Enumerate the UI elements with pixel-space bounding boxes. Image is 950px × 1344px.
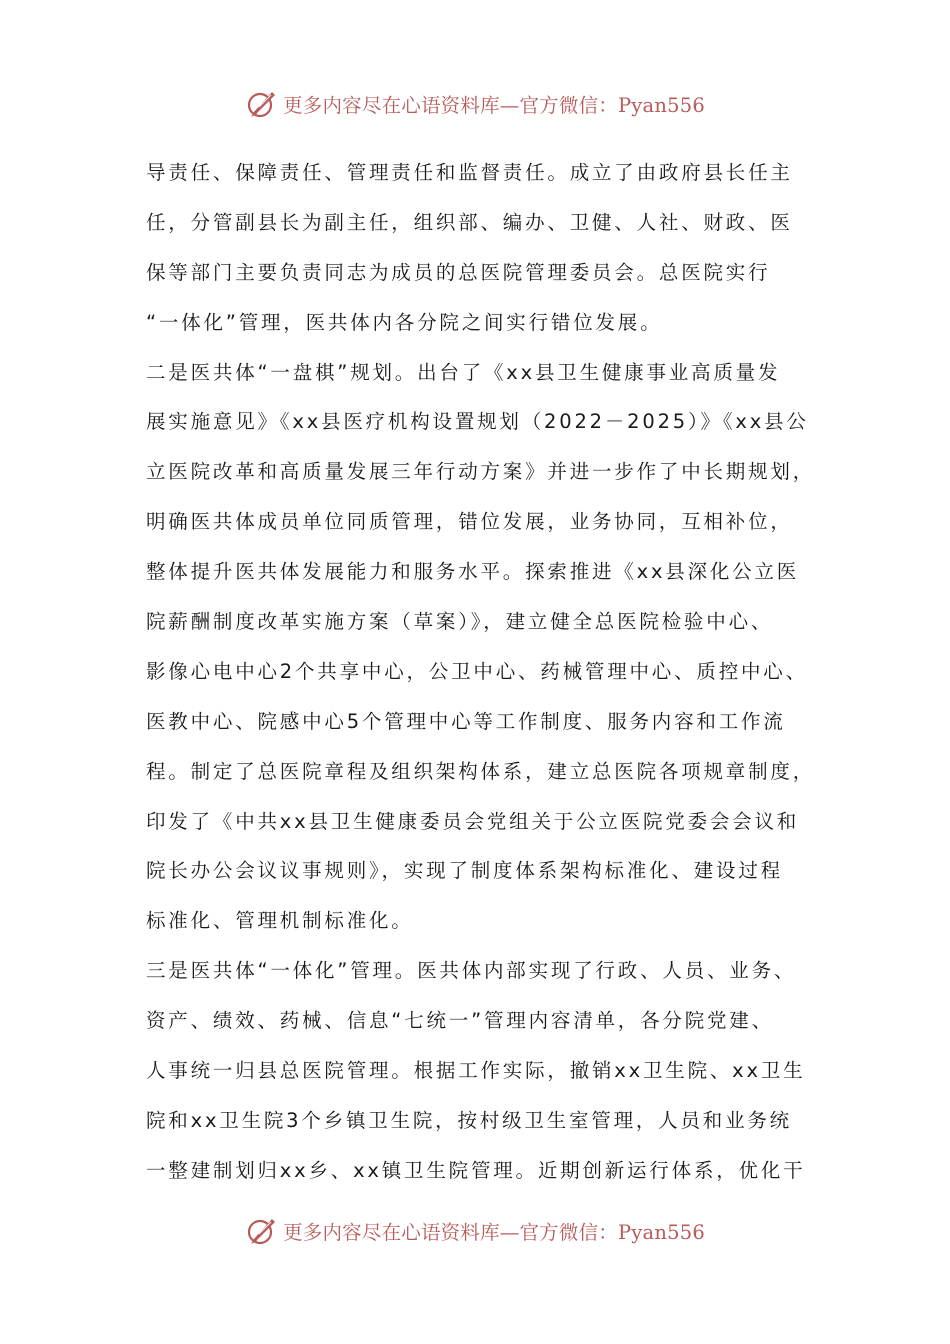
text-line: 立医院改革和高质量发展三年行动方案》并进一步作了中长期规划， — [146, 460, 816, 484]
text-line: 院和xx卫生院3个乡镇卫生院，按村级卫生室管理，人员和业务统 — [146, 1108, 792, 1132]
text-line: 标准化、管理机制标准化。 — [146, 909, 414, 933]
header-banner-text: 更多内容尽在心语资料库—官方微信：Pyan556 — [283, 94, 705, 117]
text-line: 任，分管副县长为副主任，组织部、编办、卫健、人社、财政、医 — [146, 210, 793, 234]
text-line: 印发了《中共xx县卫生健康委员会党组关于公立医院党委会会议和 — [146, 809, 800, 833]
text-line: 导责任、保障责任、管理责任和监督责任。成立了由政府县长任主 — [146, 161, 793, 184]
quill-pen-logo-icon — [245, 87, 279, 121]
text-line: 院长办公会议议事规则》，实现了制度体系架构标准化、建设过程 — [146, 859, 783, 883]
text-line: 程。制定了总医院章程及组织架构体系，建立总医院各项规章制度， — [146, 759, 816, 783]
text-line: 三是医共体“一体化”管理。医共体内部实现了行政、人员、业务、 — [146, 959, 797, 983]
quill-pen-logo-icon — [245, 1214, 279, 1248]
text-line: 明确医共体成员单位同质管理，错位发展，业务协同，互相补位， — [146, 510, 793, 534]
text-line: 医教中心、院感中心5个管理中心等工作制度、服务内容和工作流 — [146, 709, 786, 733]
text-line: 保等部门主要负责同志为成员的总医院管理委员会。总医院实行 — [146, 260, 771, 284]
footer-watermark-banner — [0, 1211, 950, 1251]
text-line: 资产、绩效、药械、信息“七统一”管理内容清单，各分院党建、 — [146, 1009, 774, 1033]
footer-banner-text: 更多内容尽在心语资料库—官方微信：Pyan556 — [283, 1221, 705, 1244]
text-line: 展实施意见》《xx县医疗机构设置规划（2022－2025）》《xx县公 — [146, 410, 809, 434]
text-line: 人事统一归县总医院管理。根据工作实际，撤销xx卫生院、xx卫生 — [146, 1059, 806, 1083]
text-line: 整体提升医共体发展能力和服务水平。探索推进《xx县深化公立医 — [146, 560, 800, 584]
text-line: 一整建制划归xx乡、xx镇卫生院管理。近期创新运行体系，优化干 — [146, 1158, 806, 1182]
document-body — [146, 148, 826, 1196]
text-line: 二是医共体“一盘棋”规划。出台了《xx县卫生健康事业高质量发 — [146, 360, 781, 384]
header-watermark-banner — [0, 84, 950, 124]
text-line: 院薪酬制度改革实施方案（草案）》，建立健全总医院检验中心、 — [146, 610, 774, 634]
text-line: 影像心电中心2个共享中心，公卫中心、药械管理中心、质控中心、 — [146, 659, 808, 683]
text-line: “一体化”管理，医共体内各分院之间实行错位发展。 — [146, 310, 663, 334]
